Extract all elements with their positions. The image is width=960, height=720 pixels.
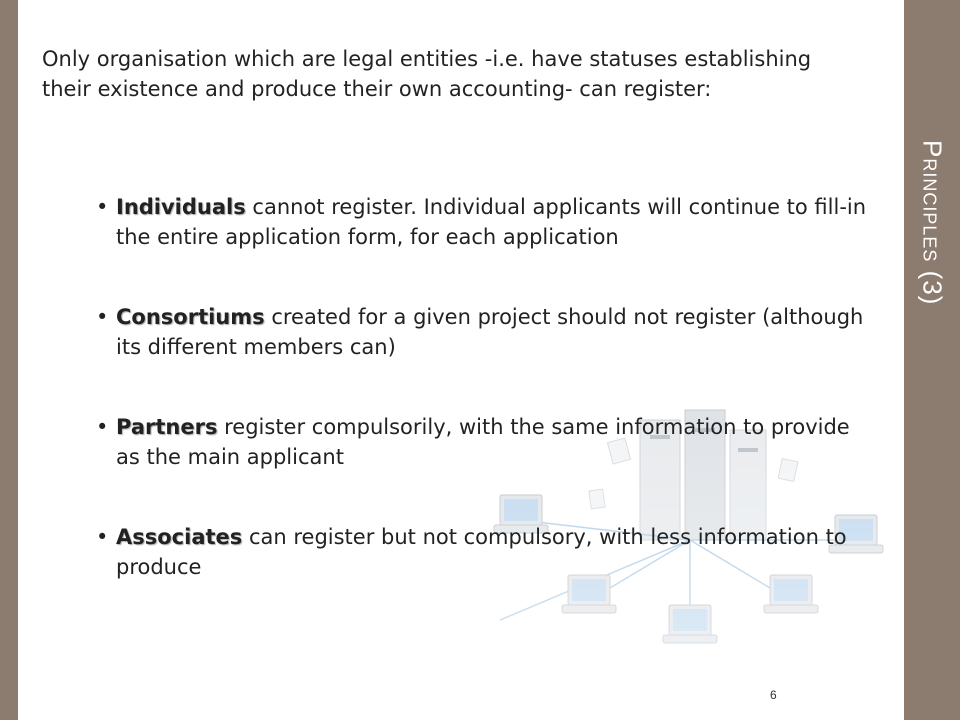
bullet-term: Individuals xyxy=(116,195,246,219)
bullet-term: Associates xyxy=(116,525,243,549)
bullet-item-partners xyxy=(78,412,868,472)
bullet-list xyxy=(78,192,868,632)
left-decorative-bar xyxy=(0,0,18,720)
bullet-text: cannot register. Individual applicants will continue to fill-in the entire application form, for each application xyxy=(116,195,867,249)
page-number: 6 xyxy=(770,688,777,702)
bullet-text: created for a given project should not register (although its different members can) xyxy=(116,305,864,359)
slide-title-container xyxy=(912,0,952,720)
slide-title-main: Principles xyxy=(917,140,948,263)
intro-paragraph: Only organisation which are legal entities -i.e. have statuses establishing their existence and produce their own accounting- can register: xyxy=(42,47,812,101)
bullet-item-consortiums xyxy=(78,302,868,362)
bullet-text: can register but not compulsory, with less information to produce xyxy=(116,525,847,579)
bullet-text: register compulsorily, with the same information to provide as the main applicant xyxy=(116,415,850,469)
bullet-item-associates xyxy=(78,522,868,582)
bullet-term: Partners xyxy=(116,415,218,439)
slide-title xyxy=(917,140,948,305)
bullet-dot-icon: • xyxy=(96,305,109,329)
slide-title-suffix: (3) xyxy=(917,262,948,306)
bullet-dot-icon: • xyxy=(96,195,109,219)
bullet-term: Consortiums xyxy=(116,305,265,329)
bullet-dot-icon: • xyxy=(96,415,109,439)
bullet-dot-icon: • xyxy=(96,525,109,549)
bullet-item-individuals xyxy=(78,192,868,252)
